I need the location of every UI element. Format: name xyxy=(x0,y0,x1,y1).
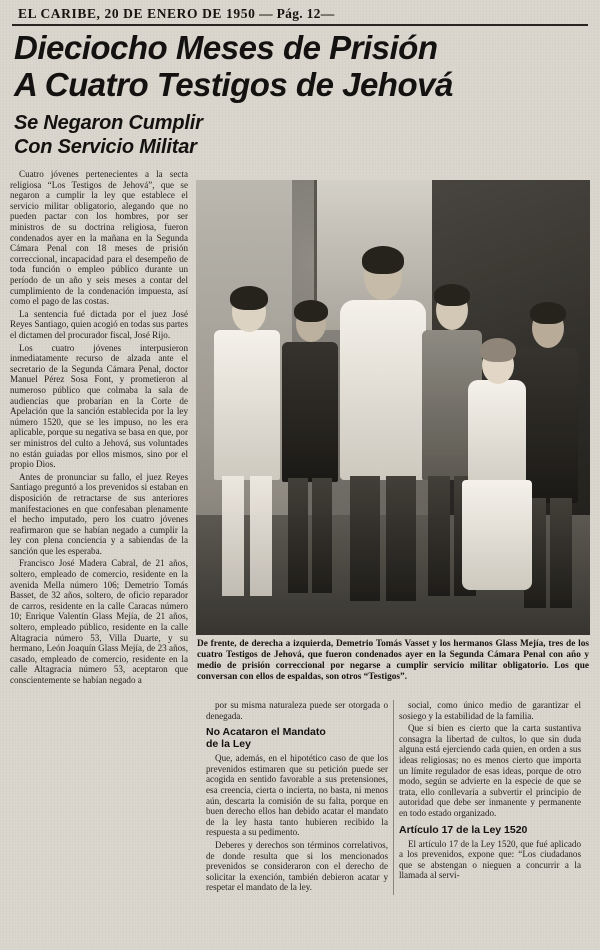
paragraph: El artículo 17 de la Ley 1520, que fué aplicado a los prevenidos, expone que: “Los ciudadanos que se abstengan o nieguen a concurrir a la llamada al servi- xyxy=(399,838,581,881)
paragraph: Deberes y derechos son términos correlativos, de donde resulta que si los mencionados prevenidos se consideraron con el derecho de solicitar la exención, también debieron acatar y respetar el mandato de la ley. xyxy=(206,839,388,893)
article-lower-columns xyxy=(206,700,590,895)
column-2 xyxy=(206,700,388,895)
column-1 xyxy=(10,169,192,688)
masthead-paper-date: EL CARIBE, 20 DE ENERO DE 1950 xyxy=(18,6,256,21)
subheadline-line-1: Se Negaron Cumplir xyxy=(14,111,203,134)
paragraph: Francisco José Madera Cabral, de 21 años, soltero, empleado de comercio, residente en la avenida Mella número 106; Demetrio Tomás Basset, de 32 años, soltero, de oficio reparador de carros, residente en la calle Caracas número 10; Enrique Valentín Glass Mejía, de 21 años, soltero, empleado público, residente en la calle Altagracia número 53, Villa Duarte, y su hermano, León Joaquín Glass Mejía, de 23 años, casado, empleado de comercio, residente en la calle Altagracia número 53, aceptaron que conscientemente se habían negado a xyxy=(10,558,188,685)
section-heading-line-2: de la Ley xyxy=(206,738,251,751)
masthead-separator: — xyxy=(259,6,273,21)
subheadline-line-2: Con Servicio Militar xyxy=(14,135,197,158)
column-3 xyxy=(399,700,581,895)
paragraph: Que, además, en el hipotético caso de que los prevenidos estimaren que su petición puede ser acogida en sentido favorable a sus pretensiones, esa creencia, cierta o incierta, no basta, ni menos aún, descarta la comisión de su falta, porque en buen derecho ellos han debido acatar el mandato de la ley hasta tanto hubieren recibido la respuesta a su pedimento. xyxy=(206,753,388,838)
page-title xyxy=(14,30,590,104)
masthead-page-number: Pág. 12— xyxy=(276,6,335,21)
paragraph: social, como único medio de garantizar el sosiego y la estabilidad de la familia. xyxy=(399,700,581,721)
paragraph: La sentencia fué dictada por el juez José Reyes Santiago, quien acogió en todas sus partes el dictamen del procurador fiscal, José Rijo. xyxy=(10,308,188,340)
subheadline xyxy=(14,112,224,159)
headline-line-1: Dieciocho Meses de Prisión xyxy=(14,29,438,66)
section-heading-no-acataron xyxy=(206,726,388,750)
photo-caption: De frente, de derecha a izquierda, Demetrio Tomás Vasset y los hermanos Glass Mejía, tres de los cuatro Testigos de Jehová, que fueron condenados ayer en la Segunda Cámara Penal con año y medio de prisión correccional por negarse a cumplir servicio militar obligatorio. Los que conversan con ellos de espaldas, son otros “Testigos”. xyxy=(197,639,589,682)
section-heading-line-1: No Acataron el Mandato xyxy=(206,726,326,739)
article-columns xyxy=(10,169,590,688)
paragraph: Que si bien es cierto que la carta sustantiva consagra la libertad de cultos, lo que sin duda alguna está ejerciendo cada quien, en orden a sus ideas religiosas; no es menos cierto que importa un límite regulador de esas ideas, porque de otro modo, según se advierte en la especie de que se trata, ello conllevaría a subvertir el principio de autoridad que debe ser inmanente y permanente en todo estado organizado. xyxy=(399,723,581,818)
section-heading-line-1: Artículo 17 de la Ley 1520 xyxy=(399,823,528,836)
paragraph: Antes de pronunciar su fallo, el juez Reyes Santiago preguntó a los prevenidos si estaban en disposición de retractarse de sus anteriores manifestaciones en que confesaban plenamente el hecho imputado, pero los cuatro jóvenes reafirmaron que se habían negado a cumplir la ley con plena conciencia y a sabiendas de la sanción que les esperaba. xyxy=(10,471,188,556)
masthead-rule xyxy=(12,24,588,26)
section-heading-articulo-17 xyxy=(399,824,581,836)
masthead xyxy=(10,0,590,22)
headline-line-2: A Cuatro Testigos de Jehová xyxy=(14,65,453,103)
paragraph: Cuatro jóvenes pertenecientes a la secta religiosa “Los Testigos de Jehová”, que se negaron a cumplir la ley que establece el servicio militar obligatorio, alegando que no pueden pactar con los hombres, por ser ministros de su doctrina religiosa, fueron condenados ayer en la mañana en la Segunda Cámara Penal con 18 meses de prisión correccional, incapacidad para el desempeño de toda función o empleo público durante un período de un año y seis meses a contar del cumplimiento de la condenación impuesta, así como el pago de las costas. xyxy=(10,169,188,307)
paragraph: Los cuatro jóvenes interpusieron inmediatamente recurso de alzada ante el secretario de la Segunda Cámara Penal, doctor Manuel Pérez Sosa Font, y prometieron al numeroso público que colmaba la sala de audiencias que probarían en la Corte de Apelación que la sanción establecida por la ley número 1520, que se les impuso, no les era aplicable, porque su negativa se basa en que, por ser ministros del culto a Jehová, sus voluntades no están guiadas por ellos mismos, sino por el propio Dios. xyxy=(10,342,188,470)
paragraph: por su misma naturaleza puede ser otorgada o denegada. xyxy=(206,700,388,721)
column-divider xyxy=(393,700,394,895)
